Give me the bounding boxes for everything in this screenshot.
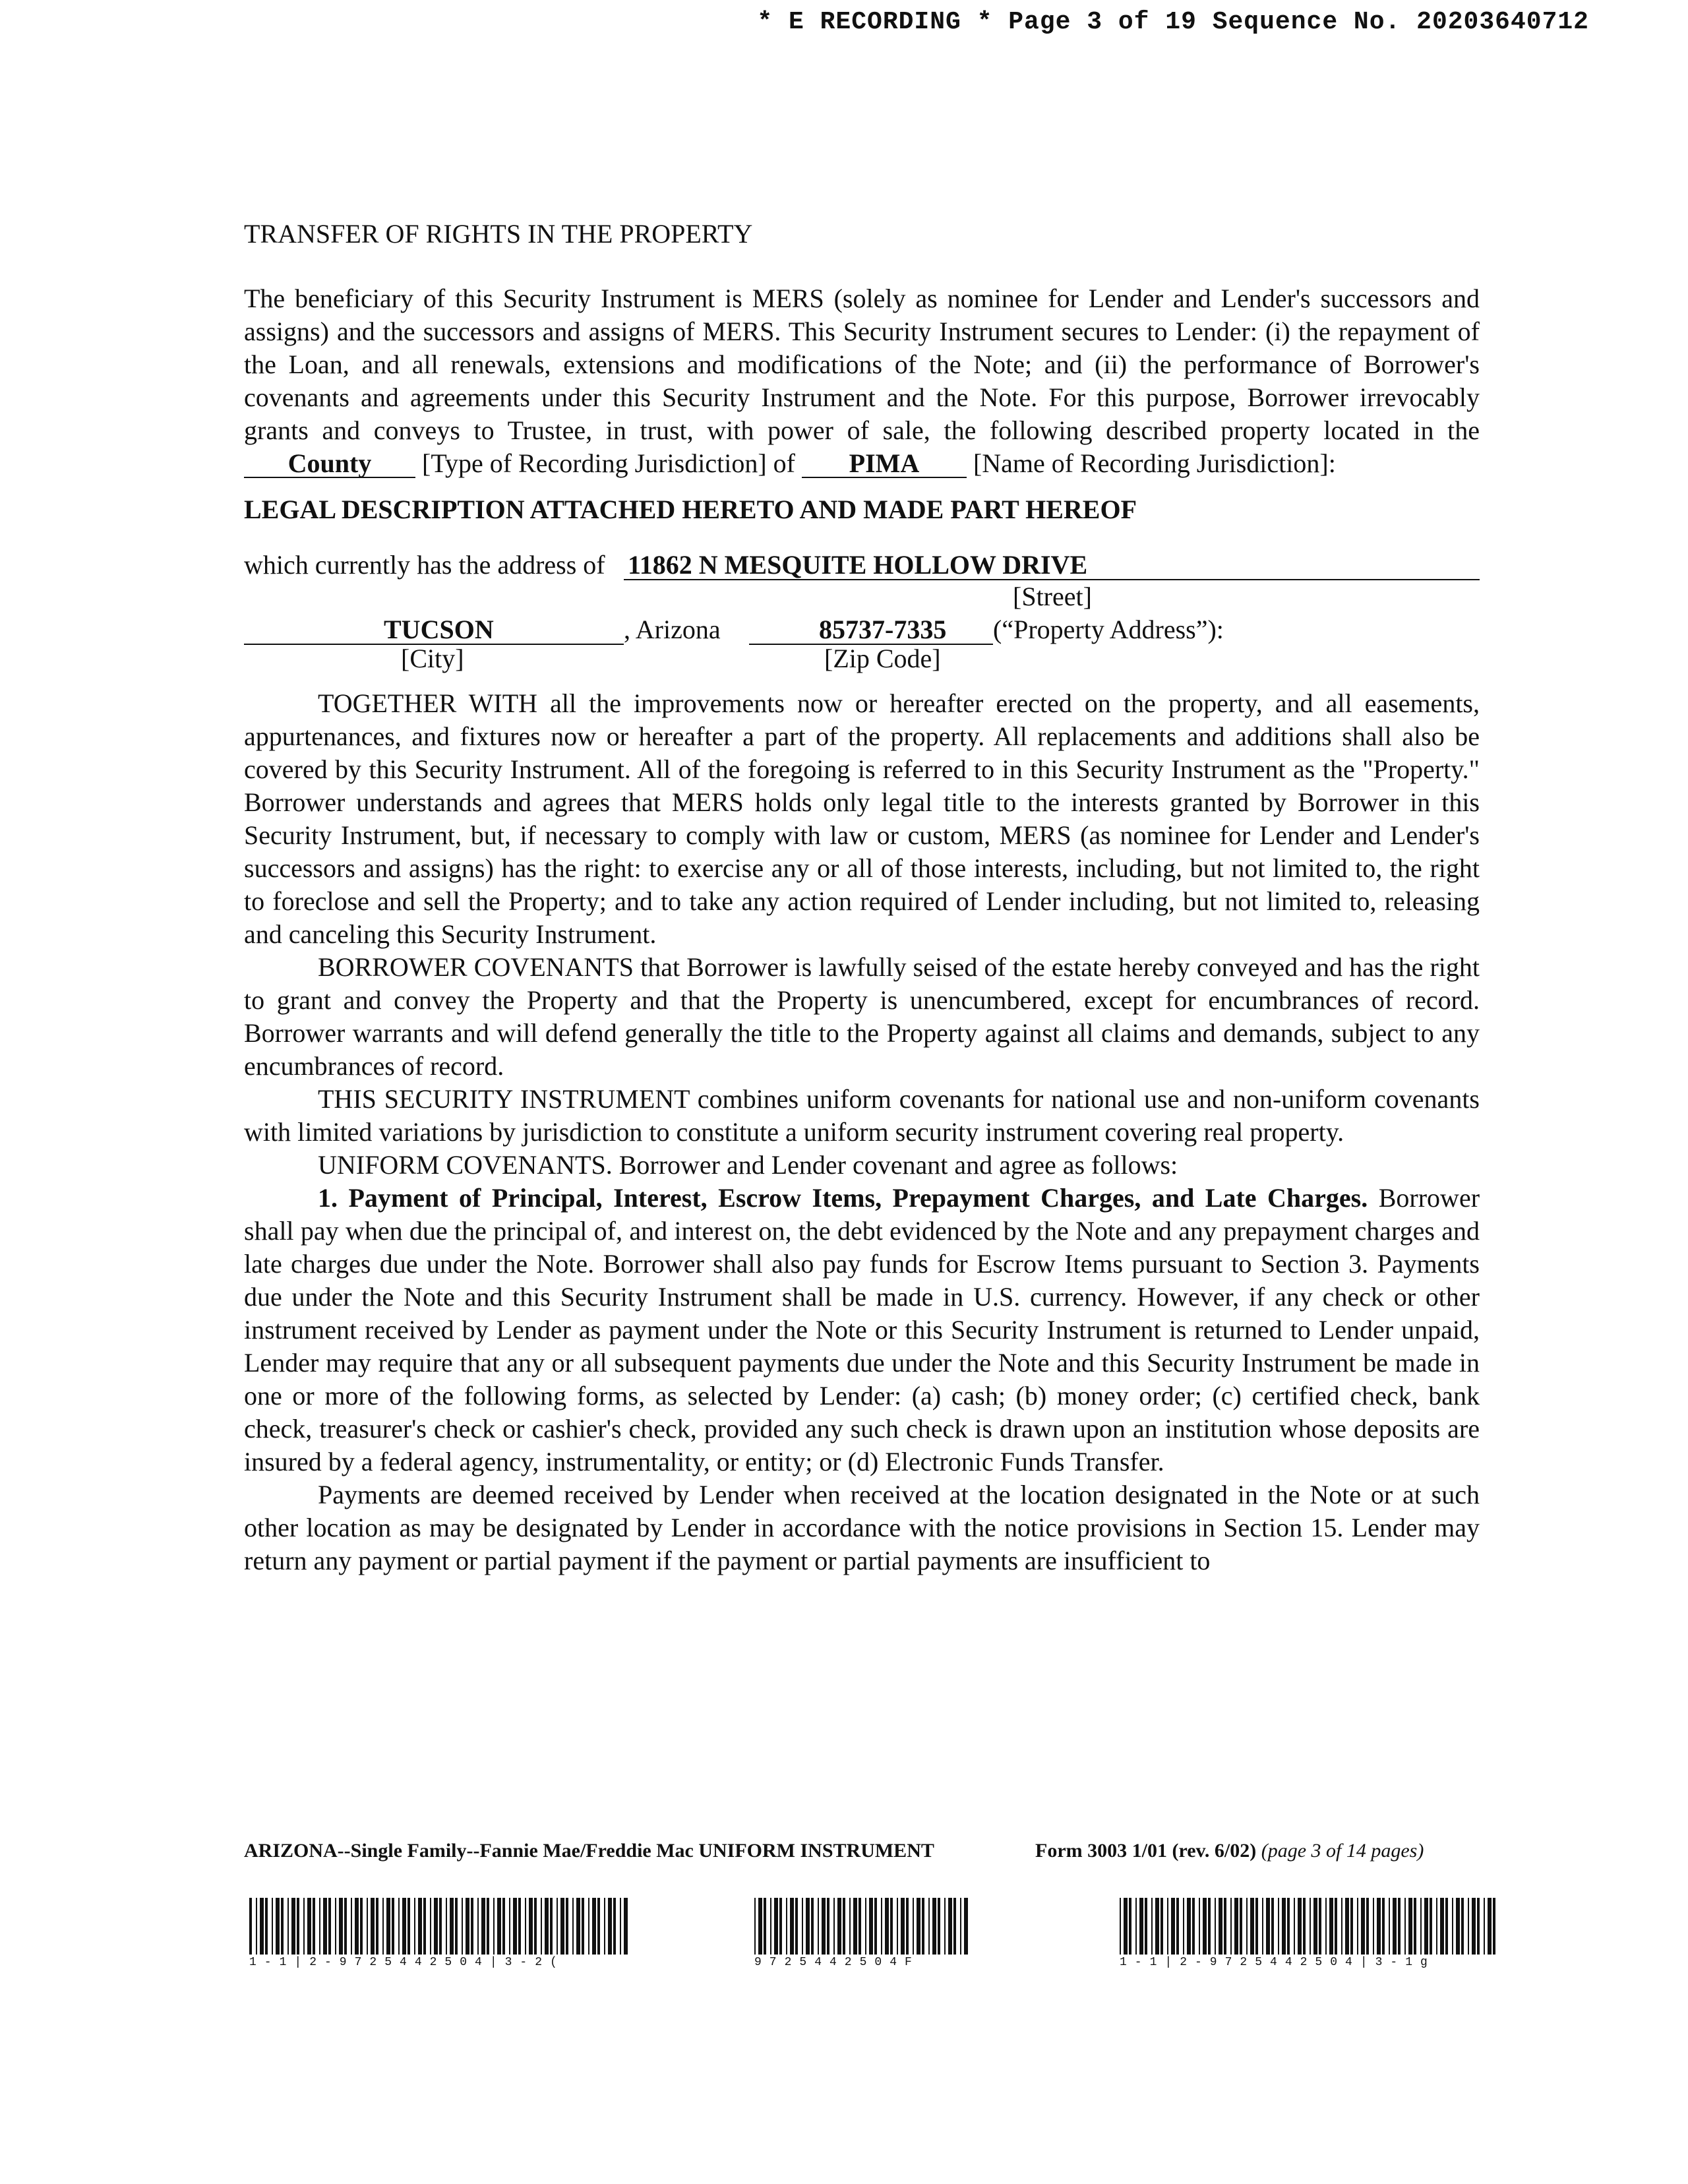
- barcode-bar: [529, 1898, 533, 1955]
- barcode-bar: [351, 1898, 352, 1955]
- barcode-bar: [1477, 1898, 1480, 1955]
- barcode-bar: [890, 1898, 893, 1955]
- recording-stamp: * E RECORDING * Page 3 of 19 Sequence No. 20203640712: [757, 8, 1589, 36]
- barcode-bar: [1436, 1898, 1437, 1955]
- barcode-bar: [881, 1898, 882, 1955]
- county-field: County: [244, 450, 415, 478]
- barcode-bar: [859, 1898, 861, 1955]
- barcode-bar: [1167, 1898, 1168, 1955]
- barcode-bar: [525, 1898, 526, 1955]
- barcode-bar: [560, 1898, 564, 1955]
- barcode-right: [1120, 1898, 1498, 1969]
- barcode-bar: [1120, 1898, 1121, 1955]
- barcode-bar: [260, 1898, 264, 1955]
- barcode-bar: [833, 1898, 835, 1955]
- barcode-bar: [276, 1898, 280, 1955]
- barcode-bar: [1192, 1898, 1195, 1955]
- barcode-bar: [1303, 1898, 1306, 1955]
- barcode-bar: [392, 1898, 394, 1955]
- barcode-right-bars: [1120, 1898, 1498, 1955]
- barcode-bar: [843, 1898, 845, 1955]
- barcode-bar: [953, 1898, 956, 1955]
- barcode-bar: [1382, 1898, 1385, 1955]
- barcode-bar: [430, 1898, 431, 1955]
- barcode-bar: [1484, 1898, 1485, 1955]
- barcode-bar: [1171, 1898, 1175, 1955]
- barcode-bar: [754, 1898, 756, 1955]
- barcode-bar: [865, 1898, 866, 1955]
- barcode-bar: [1341, 1898, 1342, 1955]
- barcode-bar: [786, 1898, 787, 1955]
- barcode-bar: [367, 1898, 368, 1955]
- barcode-bar: [948, 1898, 952, 1955]
- barcode-left: [249, 1898, 628, 1969]
- barcode-bar: [1124, 1898, 1128, 1955]
- barcode-bar: [509, 1898, 510, 1955]
- barcode-bar: [1468, 1898, 1469, 1955]
- barcode-bar: [272, 1898, 273, 1955]
- barcode-bar: [1219, 1898, 1222, 1955]
- form-footer: [244, 1840, 1480, 1862]
- barcode-bar: [853, 1898, 857, 1955]
- barcode-bar: [319, 1898, 320, 1955]
- barcode-bar: [758, 1898, 762, 1955]
- barcode-bar: [1456, 1898, 1460, 1955]
- barcode-bar: [1345, 1898, 1349, 1955]
- barcode-bar: [1176, 1898, 1179, 1955]
- barcode-bar: [466, 1898, 469, 1955]
- barcode-bar: [287, 1898, 289, 1955]
- barcode-bar: [818, 1898, 819, 1955]
- barcode-bar: [455, 1898, 458, 1955]
- barcode-bar: [446, 1898, 447, 1955]
- payment-heading: 1. Payment of Principal, Interest, Escrow Items, Prepayment Charges, and Late Charges.: [318, 1183, 1368, 1213]
- barcode-bar: [901, 1898, 905, 1955]
- barcode-bar: [1393, 1898, 1397, 1955]
- barcode-left-code: 1-1|2-9725442504|3-2(: [249, 1956, 565, 1969]
- barcode-bar: [550, 1898, 553, 1955]
- barcode-bar: [1278, 1898, 1279, 1955]
- barcode-bar: [592, 1898, 596, 1955]
- barcode-bar: [608, 1898, 612, 1955]
- barcode-bar: [572, 1898, 574, 1955]
- barcode-bar: [1287, 1898, 1290, 1955]
- barcode-bar: [885, 1898, 889, 1955]
- payment-body: Borrower shall pay when due the principal of, and interest on, the debt evidenced by the Note and any prepayment charges and late charges due under the Note. Borrower shall also pay funds for Escrow Items pursuant to Section 3. Payments due under the Note and this Security Instrument shall be made in U.S. currency. However, if any check or other instrument received by Lender as payment under the Note or this Security Instrument is returned to Lender unpaid, Lender may require that any or all subsequent payments due under the Note and this Security Instrument be made in one or more of the following forms, as selected by Lender: (a) cash; (b) money order; (c) certified check, bank check, treasurer's check or cashier's check, provided any such check is drawn upon an institution whose deposits are insured by a federal agency, instrumentality, or entity; or (d) Electronic Funds Transfer.: [244, 1183, 1480, 1476]
- barcode-bar: [566, 1898, 568, 1955]
- barcode-bar: [450, 1898, 454, 1955]
- barcode-bar: [1271, 1898, 1274, 1955]
- property-address-label: (“Property Address”):: [993, 615, 1224, 644]
- street-label: [Street]: [1013, 582, 1092, 611]
- barcode-bar: [1255, 1898, 1258, 1955]
- legal-description-heading: LEGAL DESCRIPTION ATTACHED HERETO AND MADE PART HEREOF: [244, 495, 1137, 524]
- transfer-mid-text: [Type of Recording Jurisdiction] of: [422, 448, 795, 478]
- barcode-bar: [1335, 1898, 1337, 1955]
- barcode-bar: [407, 1898, 410, 1955]
- barcode-bar: [1282, 1898, 1286, 1955]
- barcode-bar: [423, 1898, 426, 1955]
- barcode-bar: [1493, 1898, 1495, 1955]
- barcode-bar: [1215, 1898, 1216, 1955]
- barcode-bar: [471, 1898, 473, 1955]
- barcode-bar: [518, 1898, 521, 1955]
- barcode-bar: [297, 1898, 299, 1955]
- barcode-bar: [323, 1898, 327, 1955]
- barcode-bar: [806, 1898, 810, 1955]
- barcode-bar: [1461, 1898, 1464, 1955]
- barcode-bar: [624, 1898, 628, 1955]
- barcode-bar: [597, 1898, 600, 1955]
- barcode-bar: [291, 1898, 295, 1955]
- form-number-block: [1035, 1840, 1424, 1862]
- barcode-bar: [1230, 1898, 1232, 1955]
- barcode-bar: [382, 1898, 384, 1955]
- barcode-left-bars: [249, 1898, 628, 1955]
- barcode-middle-code: 9725442504F: [754, 1956, 920, 1969]
- uniform-covenants-paragraph: UNIFORM COVENANTS. Borrower and Lender covenant and agree as follows:: [318, 1150, 1178, 1180]
- barcode-bar: [265, 1898, 268, 1955]
- barcode-bar: [1234, 1898, 1238, 1955]
- barcode-bar: [557, 1898, 558, 1955]
- barcode-bar: [497, 1898, 501, 1955]
- barcode-bar: [477, 1898, 479, 1955]
- city-value: TUCSON: [384, 615, 494, 644]
- barcode-bar: [1298, 1898, 1302, 1955]
- street-value: 11862 N MESQUITE HOLLOW DRIVE: [628, 550, 1088, 580]
- jurisdiction-field: PIMA: [802, 450, 967, 478]
- barcode-bar: [1430, 1898, 1432, 1955]
- barcode-bar: [1389, 1898, 1390, 1955]
- barcode-bar: [1420, 1898, 1422, 1955]
- page-info: (page 3 of 14 pages): [1261, 1840, 1424, 1862]
- city-label: [City]: [401, 644, 464, 673]
- barcode-bar: [938, 1898, 940, 1955]
- barcode-bar: [344, 1898, 347, 1955]
- barcode-bar: [1145, 1898, 1147, 1955]
- barcode-bar: [339, 1898, 343, 1955]
- barcode-bar: [922, 1898, 924, 1955]
- barcode-bar: [582, 1898, 584, 1955]
- barcode-middle: [754, 1898, 969, 1969]
- together-with-paragraph: TOGETHER WITH all the improvements now or hereafter erected on the property, and all easements, appurtenances, and fixtures now or hereafter a part of the property. All replacements and additions shall also be covered by this Security Instrument. All of the foregoing is referred to in this Security Instrument as the "Property." Borrower understands and agrees that MERS holds only legal title to the interests granted by Borrower in this Security Instrument, but, if necessary to comply with law or custom, MERS (as nominee for Lender and Lender's successors and assigns) has the right: to exercise any or all of those interests, including, but not limited to, the right to foreclose and sell the Property; and to take any action required of Lender including, but not limited to, releasing and canceling this Security Instrument.: [244, 688, 1480, 949]
- barcode-bar: [371, 1898, 375, 1955]
- barcode-bar: [249, 1898, 252, 1955]
- barcode-bar: [1350, 1898, 1353, 1955]
- barcode-bar: [303, 1898, 305, 1955]
- barcode-bar: [1361, 1898, 1365, 1955]
- barcode-bar: [360, 1898, 363, 1955]
- barcode-bar: [802, 1898, 803, 1955]
- barcode-bar: [1325, 1898, 1327, 1955]
- barcode-bar: [402, 1898, 406, 1955]
- barcode-bar: [1262, 1898, 1263, 1955]
- transfer-paragraph: [244, 282, 1480, 480]
- barcode-bar: [1129, 1898, 1131, 1955]
- barcode-bar: [613, 1898, 616, 1955]
- barcode-bar: [481, 1898, 485, 1955]
- barcode-bar: [620, 1898, 621, 1955]
- barcode-bar: [1224, 1898, 1226, 1955]
- barcode-bar: [1250, 1898, 1254, 1955]
- barcode-bar: [1445, 1898, 1448, 1955]
- barcode-bar: [487, 1898, 489, 1955]
- barcode-bar: [779, 1898, 782, 1955]
- barcode-bar: [1472, 1898, 1476, 1955]
- state-value: , Arizona: [624, 615, 721, 644]
- barcode-bar: [1357, 1898, 1358, 1955]
- barcode-bar: [1373, 1898, 1374, 1955]
- barcode-bar: [1398, 1898, 1401, 1955]
- barcode-bar: [418, 1898, 422, 1955]
- barcode-bar: [960, 1898, 961, 1955]
- borrower-covenants-paragraph: BORROWER COVENANTS that Borrower is lawfully seised of the estate hereby conveyed and has the right to grant and convey the Property and that the Property is unencumbered, except for encumbrances of record. Borrower warrants and will defend generally the title to the Property against all claims and demands, subject to any encumbrances of record.: [244, 952, 1480, 1081]
- barcode-bar: [1266, 1898, 1270, 1955]
- barcode-bar: [1183, 1898, 1184, 1955]
- barcode-bar: [1151, 1898, 1153, 1955]
- barcode-bar: [1240, 1898, 1242, 1955]
- barcode-bar: [897, 1898, 898, 1955]
- barcode-bar: [328, 1898, 331, 1955]
- barcode-bar: [534, 1898, 537, 1955]
- barcode-bar: [964, 1898, 968, 1955]
- barcode-bar: [811, 1898, 814, 1955]
- barcode-bar: [256, 1898, 257, 1955]
- barcode-bar: [1366, 1898, 1369, 1955]
- barcode-middle-bars: [754, 1898, 969, 1955]
- barcode-bar: [790, 1898, 794, 1955]
- payment-section: [244, 1182, 1480, 1478]
- barcode-bar: [1208, 1898, 1211, 1955]
- barcode-bar: [874, 1898, 877, 1955]
- barcode-bar: [414, 1898, 415, 1955]
- barcode-bar: [1203, 1898, 1207, 1955]
- address-intro: which currently has the address of: [244, 550, 605, 580]
- barcode-bar: [774, 1898, 778, 1955]
- barcode-bar: [1139, 1898, 1143, 1955]
- barcode-bar: [917, 1898, 920, 1955]
- barcode-bar: [1199, 1898, 1200, 1955]
- barcode-bar: [1294, 1898, 1295, 1955]
- barcode-bar: [541, 1898, 542, 1955]
- barcode-bar: [588, 1898, 589, 1955]
- barcode-bar: [576, 1898, 580, 1955]
- transfer-end-text: [Name of Recording Jurisdiction]:: [973, 448, 1336, 478]
- barcode-bar: [513, 1898, 517, 1955]
- barcode-bar: [944, 1898, 946, 1955]
- barcode-bar: [1160, 1898, 1163, 1955]
- barcode-bar: [313, 1898, 315, 1955]
- barcode-bar: [545, 1898, 549, 1955]
- state-form-label: ARIZONA--Single Family--Fannie Mae/Freddie Mac UNIFORM INSTRUMENT: [244, 1840, 934, 1862]
- barcode-bar: [335, 1898, 336, 1955]
- section-title: TRANSFER OF RIGHTS IN THE PROPERTY: [244, 219, 753, 249]
- barcode-bar: [932, 1898, 936, 1955]
- barcode-bar: [1246, 1898, 1248, 1955]
- barcode-bar: [869, 1898, 873, 1955]
- barcode-bar: [604, 1898, 605, 1955]
- zip-value: 85737-7335: [819, 615, 947, 644]
- barcode-bar: [386, 1898, 390, 1955]
- barcode-bar: [493, 1898, 495, 1955]
- barcode-right-code: 1-1|2-9725442504|3-1g: [1120, 1956, 1435, 1969]
- barcode-bar: [281, 1898, 284, 1955]
- barcode-bar: [1135, 1898, 1137, 1955]
- this-security-instrument-paragraph: THIS SECURITY INSTRUMENT combines uniform covenants for national use and non-uniform covenants with limited variations by jurisdiction to constitute a uniform security instrument covering real property.: [244, 1084, 1480, 1147]
- barcode-bar: [827, 1898, 829, 1955]
- property-address-block: [244, 549, 1480, 674]
- payments-deemed-paragraph: Payments are deemed received by Lender when received at the location designated in the Note or at such other location as may be designated by Lender in accordance with the notice provisions in Section 15. Lender may return any payment or partial payment if the payment or partial payments are insufficient to: [244, 1480, 1480, 1575]
- barcode-bar: [849, 1898, 851, 1955]
- barcode-bar: [1488, 1898, 1492, 1955]
- barcode-bar: [1310, 1898, 1311, 1955]
- transfer-text: The beneficiary of this Security Instrument is MERS (solely as nominee for Lender and Lender's successors and assigns) and the successors and assigns of MERS. This Security Instrument secures to Lender: (i) the repayment of the Loan, and all renewals, extensions and modifications of the Note; and (ii) the performance of Borrower's covenants and agreements under this Security Instrument and the Note. For this purpose, Borrower irrevocably grants and conveys to Trustee, in trust, with power of sale, the following described property located in the: [244, 284, 1480, 445]
- barcode-bar: [913, 1898, 914, 1955]
- barcode-bar: [906, 1898, 909, 1955]
- barcode-bar: [502, 1898, 505, 1955]
- barcode-bar: [1319, 1898, 1321, 1955]
- barcode-bar: [1404, 1898, 1406, 1955]
- barcode-bar: [434, 1898, 438, 1955]
- barcode-bar: [1424, 1898, 1428, 1955]
- barcode-bar: [462, 1898, 463, 1955]
- barcode-bar: [307, 1898, 311, 1955]
- barcode-bar: [1187, 1898, 1191, 1955]
- barcode-bar: [928, 1898, 930, 1955]
- barcode-bar: [837, 1898, 841, 1955]
- barcode-bar: [1452, 1898, 1453, 1955]
- barcode-bar: [1377, 1898, 1381, 1955]
- barcode-bar: [1313, 1898, 1317, 1955]
- barcode-bar: [770, 1898, 771, 1955]
- barcode-bar: [1329, 1898, 1333, 1955]
- zip-label: [Zip Code]: [824, 644, 941, 673]
- barcode-bar: [398, 1898, 400, 1955]
- form-number: Form 3003 1/01 (rev. 6/02): [1035, 1840, 1257, 1862]
- barcode-bar: [1440, 1898, 1444, 1955]
- barcode-bar: [355, 1898, 359, 1955]
- barcode-bar: [795, 1898, 798, 1955]
- barcode-bar: [1408, 1898, 1412, 1955]
- barcode-bar: [376, 1898, 378, 1955]
- barcode-bar: [764, 1898, 766, 1955]
- barcode-bar: [1155, 1898, 1159, 1955]
- barcode-bar: [439, 1898, 442, 1955]
- barcode-bar: [1414, 1898, 1416, 1955]
- document-body: [244, 218, 1480, 1577]
- barcode-bar: [822, 1898, 826, 1955]
